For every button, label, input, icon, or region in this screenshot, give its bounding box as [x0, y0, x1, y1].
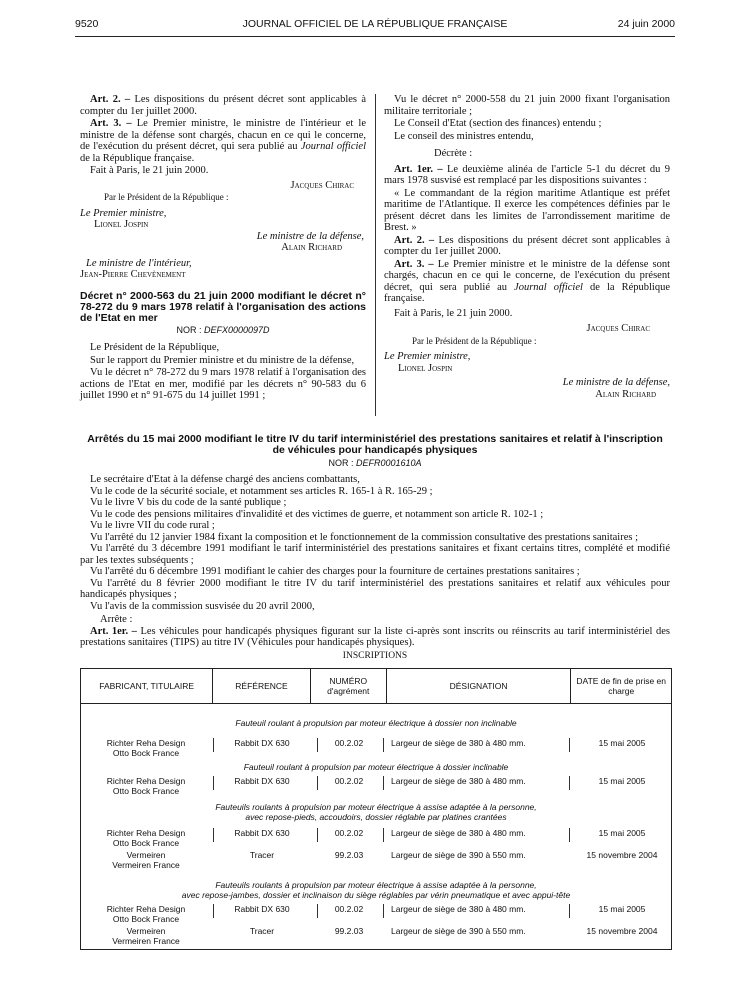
decree-nor: NOR : DEFX0000097D [176, 324, 270, 335]
arrete-line: Vu l'arrêté du 3 décembre 1991 modifiant le tarif interministériel des prestations sanitaires et fixant certains titres, complété et modifié par les textes subséquents ; [80, 543, 670, 566]
decrete-label: Décrète : [434, 148, 473, 159]
inscriptions-heading: INSCRIPTIONS [342, 651, 408, 661]
arrete-title: Arrêtés du 15 mai 2000 modifiant le titre IV du tarif interministériel des prestations sanitaires et relatif à l'inscription de véhicules pour handicapés physiques [87, 433, 663, 456]
header-rule [75, 36, 675, 37]
right-signer: Jacques Chirac [586, 323, 650, 334]
col-header-designation: DÉSIGNATION [386, 669, 571, 704]
right-pm-title: Le Premier ministre, [384, 351, 471, 362]
col-header-numero: NUMÉRO d'agrément [310, 669, 386, 704]
page-number: 9520 [75, 18, 99, 30]
arrete-line: Vu le livre VII du code rural ; [90, 520, 215, 531]
right-column [384, 94, 670, 400]
right-defense-title: Le ministre de la défense, [562, 377, 670, 388]
right-pm-name: Lionel Jospin [398, 362, 453, 374]
inscriptions-table-header [80, 668, 672, 704]
arrete-line: Vu le livre V bis du code de la santé publique ; [90, 497, 287, 508]
arrete-line: Vu l'arrêté du 12 janvier 1984 fixant la composition et le fonctionnement de la commission consultative des prestations sanitaires ; [90, 531, 638, 543]
interior-name: Jean-Pierre Chevènement [80, 269, 186, 280]
right-p3: Le conseil des ministres entendu, [394, 130, 534, 142]
journal-title: JOURNAL OFFICIEL DE LA RÉPUBLIQUE FRANÇAISE [242, 18, 508, 30]
decree-p1: Le Président de la République, [90, 342, 220, 353]
decree-p3: Vu le décret n° 78-272 du 9 mars 1978 relatif à l'organisation des actions de l'Etat en mer, modifié par les décrets n° 90-583 du 6 juillet 1990 et n° 91-675 du 14 juillet 1991 ; [80, 367, 366, 401]
art3-paragraph: Art. 3. – Le Premier ministre, le ministre de l'intérieur et le ministre de la défense sont chargés, chacun en ce qui le concerne, de l'exécution du présent décret, qui sera publié au Journal officiel de la République française. [80, 118, 366, 164]
defense-name: Alain Richard [281, 242, 342, 253]
decree-p2: Sur le rapport du Premier ministre et du ministre de la défense, [90, 354, 355, 366]
defense-title: Le ministre de la défense, [256, 230, 364, 242]
par-le-president: Par le Président de la République : [104, 192, 229, 202]
right-p1: Vu le décret n° 2000-558 du 21 juin 2000 fixant l'organisation militaire territoriale ; [384, 94, 670, 117]
column-divider [375, 94, 376, 416]
pm-title: Le Premier ministre, [80, 207, 167, 219]
page-header [75, 18, 675, 32]
right-art2: Art. 2. – Les dispositions du présent décret sont applicables à compter du 1er juillet 2000. [384, 234, 670, 257]
fait-line: Fait à Paris, le 21 juin 2000. [90, 165, 209, 176]
group-title: Fauteuil roulant à propulsion par moteur électrique à dossier non inclinable [235, 718, 517, 728]
arrete-line: Le secrétaire d'Etat à la défense chargé des anciens combattants, [90, 474, 360, 485]
group-title: Fauteuils roulants à propulsion par moteur électrique à assise adaptée à la personne, avec repose-pieds, accoudoirs, dossier réglable par platines crantées [215, 802, 537, 822]
interior-title: Le ministre de l'intérieur, [86, 257, 192, 269]
arrete-line: Vu l'arrêté du 6 décembre 1991 modifiant le cahier des charges pour la fourniture de certaines prestations sanitaires ; [90, 566, 580, 577]
left-column [80, 94, 366, 403]
col-header-reference: RÉFÉRENCE [213, 669, 311, 704]
right-art1: Art. 1er. – Le deuxième alinéa de l'article 5-1 du décret du 9 mars 1978 susvisé est remplacé par les dispositions suivantes : [384, 163, 670, 186]
right-quote: « Le commandant de la région maritime Atlantique est préfet maritime de l'Atlantique. Il exerce les compétences définies par le présent décret dans les limites de l'arrondissement maritime de Brest. » [384, 187, 670, 233]
signer-name: Jacques Chirac [290, 179, 354, 191]
right-defense-name: Alain Richard [595, 388, 656, 400]
header-date: 24 juin 2000 [617, 18, 675, 30]
group-title: Fauteuils roulants à propulsion par moteur électrique à assise adaptée à la personne, avec repose-jambes, dossier et inclinaison du siège réglables par vérin pneumatique et avec appui-tête [181, 880, 571, 900]
arrete-line: Vu le code de la sécurité sociale, et notamment ses articles R. 165-1 à R. 165-29 ; [90, 485, 433, 497]
group-title: Fauteuil roulant à propulsion par moteur électrique à dossier inclinable [243, 762, 509, 772]
right-par-le-president: Par le Président de la République : [412, 335, 537, 346]
arrete-body [80, 474, 670, 649]
arrete-line: Vu l'arrêté du 8 février 2000 modifiant le titre IV du tarif interministériel des prestations sanitaires et relatif aux véhicules pour handicapés physiques ; [80, 577, 670, 600]
right-fait: Fait à Paris, le 21 juin 2000. [394, 307, 513, 319]
arrete-label: Arrête : [100, 614, 133, 625]
arrete-art1: Art. 1er. – Les véhicules pour handicapés physiques figurant sur la liste ci-après sont inscrits ou réinscrits au tarif interministériel des prestations sanitaires (TIPS) au titre IV (Véhicules pour handicapés physiques). [80, 625, 670, 648]
col-header-fabricant: FABRICANT, TITULAIRE [81, 669, 213, 704]
inscriptions-table-body: Fauteuil roulant à propulsion par moteur électrique à dossier non inclinable Richter Reha Design Otto Bock France Rabbit DX 630 00.2.02 Largeur de siège de 380 à 480 mm. 15 mai 2005 Fauteuil roulant à propulsion par moteur électrique à dossier inclinable Richter Reha Design Otto Bock France Rabbit DX 630 00.2.02 Largeur de siège de 380 à 480 mm. 15 mai 2005 Fauteuils roulants à propulsion par moteur électrique à assise adaptée à la personne, avec repose-pieds, accoudoirs, dossier réglable par platines crantées Richter Reha Design Otto Bock France Rabbit DX 630 00.2.02 Largeur de siège de 380 à 480 mm. 15 mai 2005 Vermeiren Vermeiren France Tracer 99.2.03 Largeur de siège de 390 à 550 mm. 15 novembre 2004 Fauteuils roulants à propulsion par moteur électrique à assise adaptée à la personne, avec repose-jambes, dossier et inclinaison du siège réglables par vérin pneumatique et avec appui-tête Richter Reha Design Otto Bock France Rabbit DX 630 00.2.02 Largeur de siège de 380 à 480 mm. 15 mai 2005 Vermeiren Vermeiren France Tracer 99.2.03 Largeur de siège de 390 à 550 mm. 15 novembre 2004 [80, 704, 672, 950]
arrete-nor: NOR : DEFR0001610A [328, 458, 422, 468]
col-header-date: DATE de fin de prise en charge [571, 669, 672, 704]
art2-paragraph: Art. 2. – Les dispositions du présent décret sont applicables à compter du 1er juillet 2000. [80, 94, 366, 117]
arrete-line: Vu l'avis de la commission susvisée du 20 avril 2000, [90, 600, 315, 612]
right-p2: Le Conseil d'Etat (section des finances) entendu ; [394, 118, 602, 129]
right-art3: Art. 3. – Le Premier ministre et le ministre de la défense sont chargés, chacun en ce qui le concerne, de l'exécution du présent décret, qui sera publié au Journal officiel de la République française. [384, 258, 671, 304]
pm-name: Lionel Jospin [94, 219, 149, 230]
arrete-line: Vu le code des pensions militaires d'invalidité et des victimes de guerre, et notamment son article R. 102-1 ; [90, 508, 544, 520]
decree-title: Décret n° 2000-563 du 21 juin 2000 modifiant le décret n° 78-272 du 9 mars 1978 relatif à l'organisation des actions de l'Etat en mer [80, 289, 366, 324]
